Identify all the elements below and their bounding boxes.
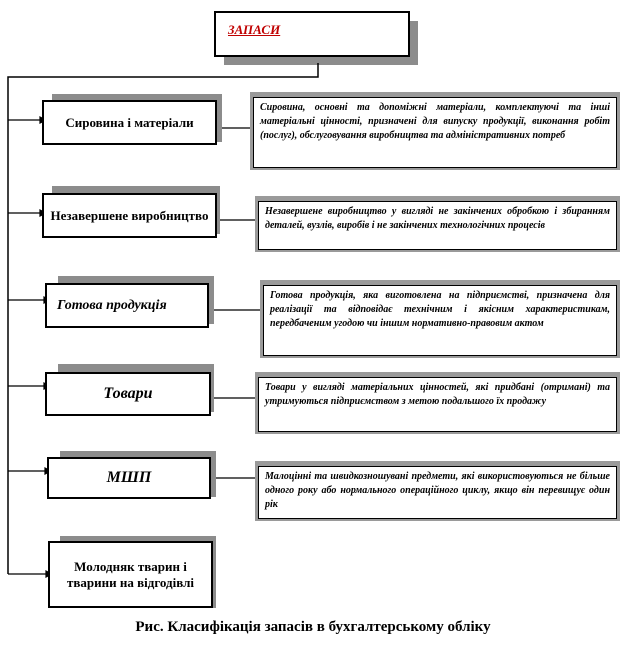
- description-low-value-items: Малоцінні та швидкозношувані предмети, які використовуються не більше одного року або нормального операційного циклу, якщо він перевищує один рік: [258, 466, 617, 519]
- description-raw-materials: Сировина, основні та допоміжні матеріали, комплектуючі та інші матеріальні цінності, призначені для випуску продукції, виконання робіт (послуг), обслуговування виробництва та адміністративних потреб: [253, 97, 617, 168]
- category-work-in-progress: [42, 193, 217, 238]
- category-label: Сировина і матеріали: [65, 114, 194, 130]
- description-goods: Товари у вигляді матеріальних цінностей, які придбані (отримані) та утримуються підприємством з метою подальшого їх продажу: [258, 377, 617, 432]
- category-label: Молодняк тварин і тварини на відгодівлі: [67, 558, 194, 590]
- category-finished-goods: [45, 283, 209, 328]
- category-label: Готова продукція: [57, 297, 167, 313]
- category-label: Незавершене виробництво: [50, 207, 209, 223]
- category-raw-materials: [42, 100, 217, 145]
- description-finished-goods: Готова продукція, яка виготовлена на підприємстві, призначена для реалізації та відповідає технічним і якісним характеристикам, передбаченим угодою чи іншим нормативно-правовим актом: [263, 285, 617, 356]
- description-work-in-progress: Незавершене виробництво у вигляді не закінчених обробкою і збиранням деталей, вузлів, виробів і не закінчених технологічних процесів: [258, 201, 617, 250]
- category-goods: [45, 372, 211, 416]
- root-title: ЗАПАСИ: [228, 22, 281, 37]
- category-low-value-items: [47, 457, 211, 499]
- category-young-animals: [48, 541, 213, 608]
- category-label: МШП: [106, 469, 152, 486]
- figure-caption: Рис. Класифікація запасів в бухгалтерському обліку: [135, 619, 491, 635]
- category-label: Товари: [103, 385, 153, 402]
